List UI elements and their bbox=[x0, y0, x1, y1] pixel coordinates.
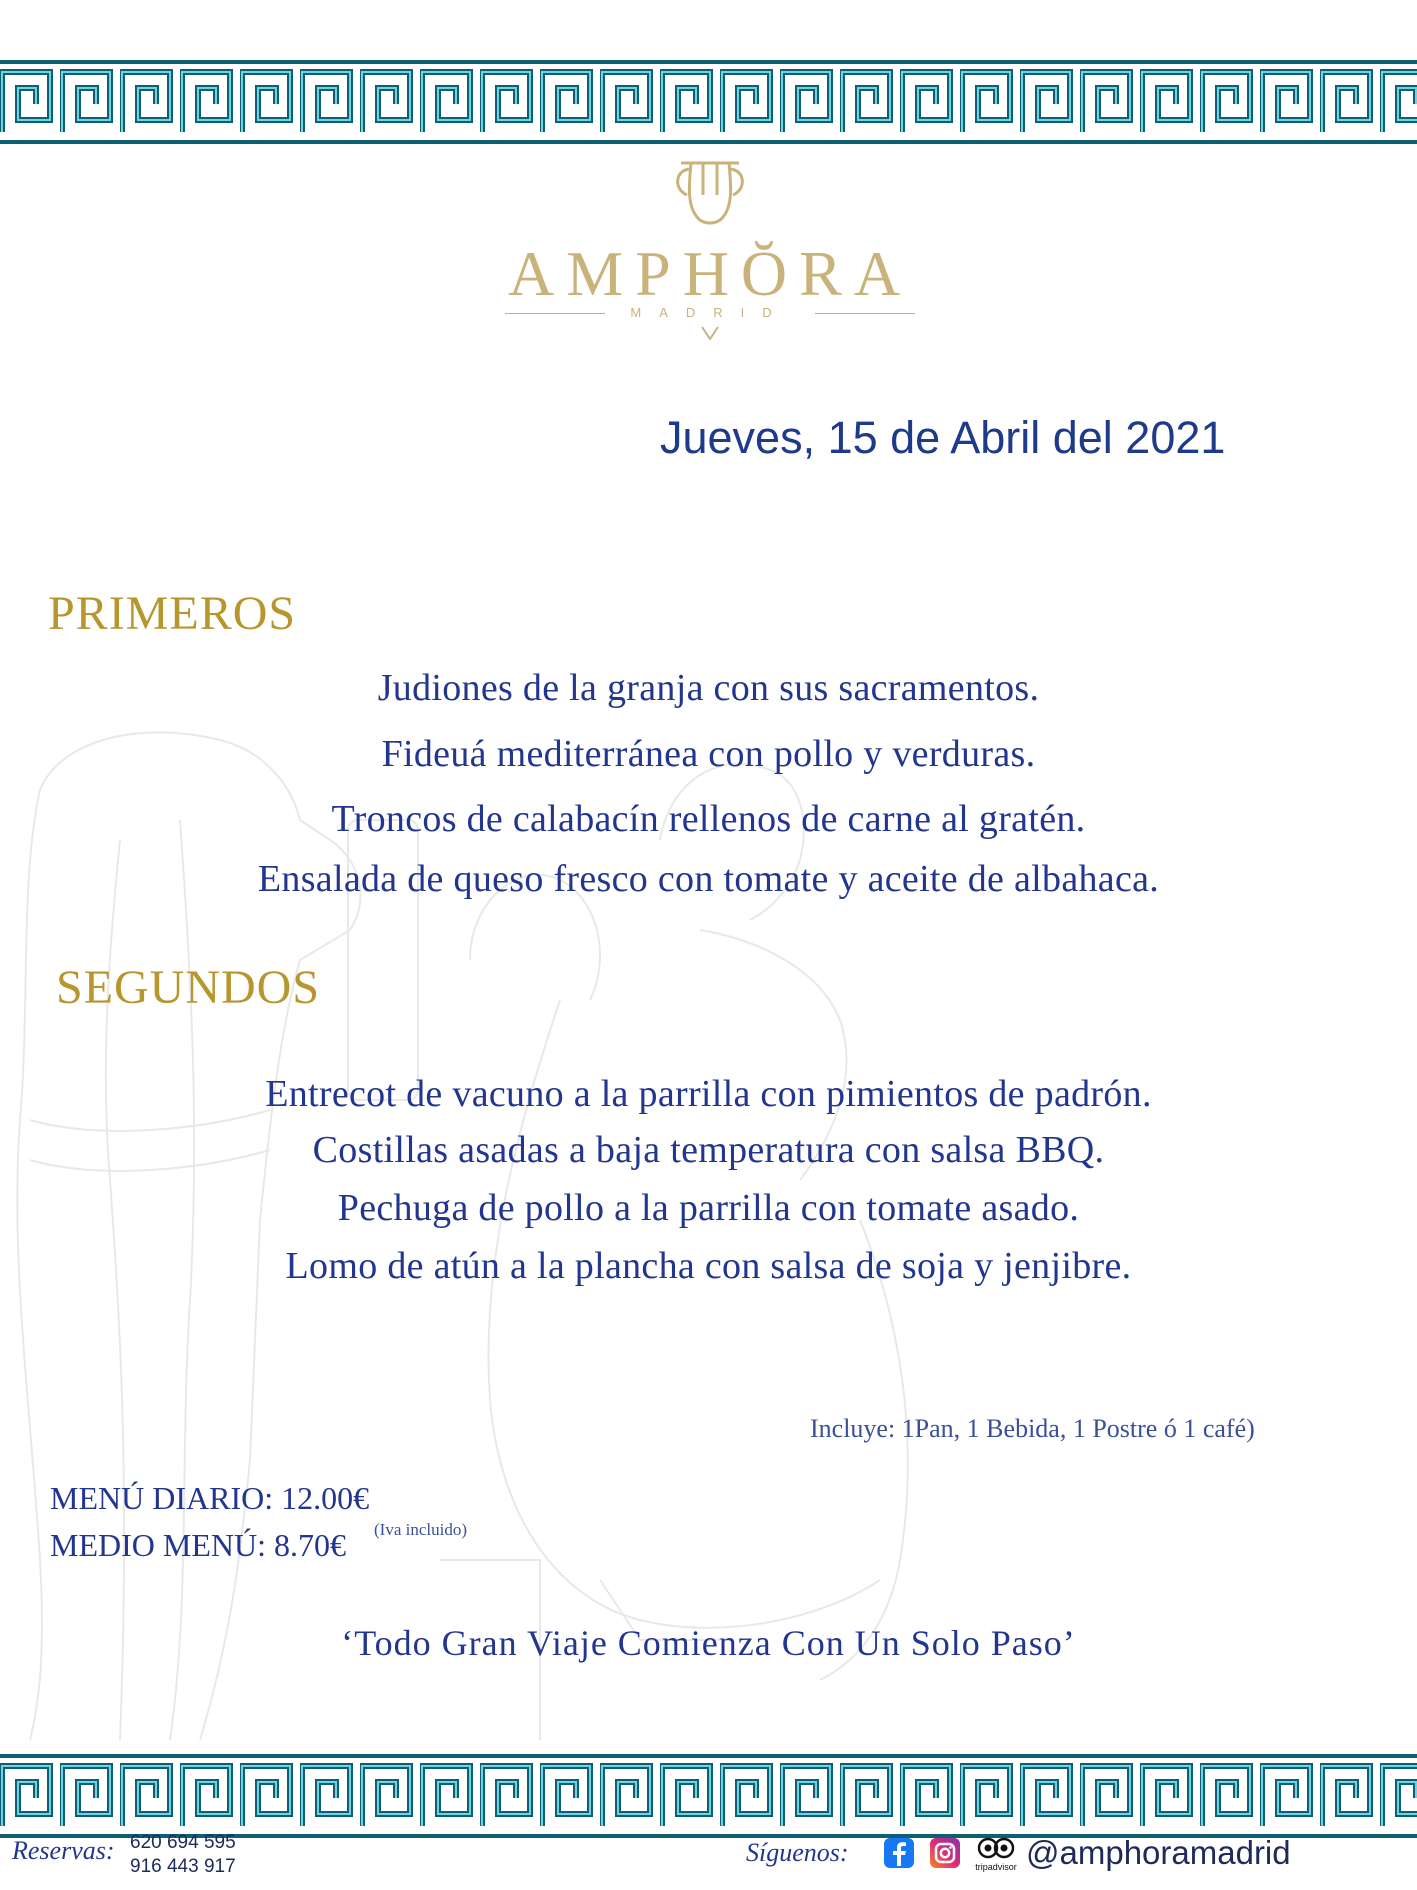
tripadvisor-icon[interactable] bbox=[974, 1834, 1018, 1878]
reservas-label: Reservas: bbox=[12, 1836, 115, 1865]
motto-quote: ‘Todo Gran Viaje Comienza Con Un Solo Paso’ bbox=[341, 1623, 1076, 1663]
instagram-icon[interactable] bbox=[930, 1838, 960, 1868]
segundos-heading: SEGUNDOS bbox=[56, 961, 321, 1014]
amphora-logo bbox=[505, 155, 915, 345]
menu-diario-price: MENÚ DIARIO: 12.00€ bbox=[50, 1480, 370, 1516]
segundos-item: Costillas asadas a baja temperatura con salsa BBQ. bbox=[312, 1129, 1105, 1171]
iva-note: (Iva incluido) bbox=[374, 1520, 467, 1539]
segundos-item: Pechuga de pollo a la parrilla con tomate asado. bbox=[337, 1187, 1080, 1229]
segundos-item: Lomo de atún a la plancha con salsa de soja y jenjibre. bbox=[285, 1245, 1132, 1287]
tripadvisor-label: tripadvisor bbox=[975, 1862, 1017, 1872]
primeros-heading: PRIMEROS bbox=[48, 587, 297, 640]
primeros-item: Fideuá mediterránea con pollo y verduras. bbox=[381, 733, 1036, 775]
amphora-vase-icon bbox=[663, 155, 757, 235]
follow-label: Síguenos: bbox=[746, 1838, 849, 1867]
primeros-item: Judiones de la granja con sus sacramentos. bbox=[377, 667, 1040, 709]
phone-number[interactable]: 620 694 595 bbox=[130, 1832, 236, 1853]
primeros-item: Ensalada de queso fresco con tomate y aceite de albahaca. bbox=[257, 858, 1160, 900]
medio-menu-price: MEDIO MENÚ: 8.70€ bbox=[50, 1527, 346, 1563]
facebook-icon[interactable] bbox=[884, 1838, 914, 1868]
greek-key-border-bottom bbox=[0, 1752, 1417, 1840]
social-handle[interactable]: @amphoramadrid bbox=[1026, 1834, 1291, 1871]
segundos-item: Entrecot de vacuno a la parrilla con pimientos de padrón. bbox=[265, 1073, 1152, 1115]
includes-note: Incluye: 1Pan, 1 Bebida, 1 Postre ó 1 café) bbox=[810, 1414, 1255, 1443]
brand-city: MADRID bbox=[630, 305, 790, 320]
phone-number[interactable]: 916 443 917 bbox=[130, 1856, 236, 1877]
primeros-item: Troncos de calabacín rellenos de carne al gratén. bbox=[331, 798, 1086, 840]
greek-key-border-top bbox=[0, 58, 1417, 146]
menu-date: Jueves, 15 de Abril del 2021 bbox=[660, 412, 1226, 463]
logo-chevron-icon bbox=[700, 325, 720, 341]
brand-name: AMPHŎRA bbox=[507, 238, 913, 309]
